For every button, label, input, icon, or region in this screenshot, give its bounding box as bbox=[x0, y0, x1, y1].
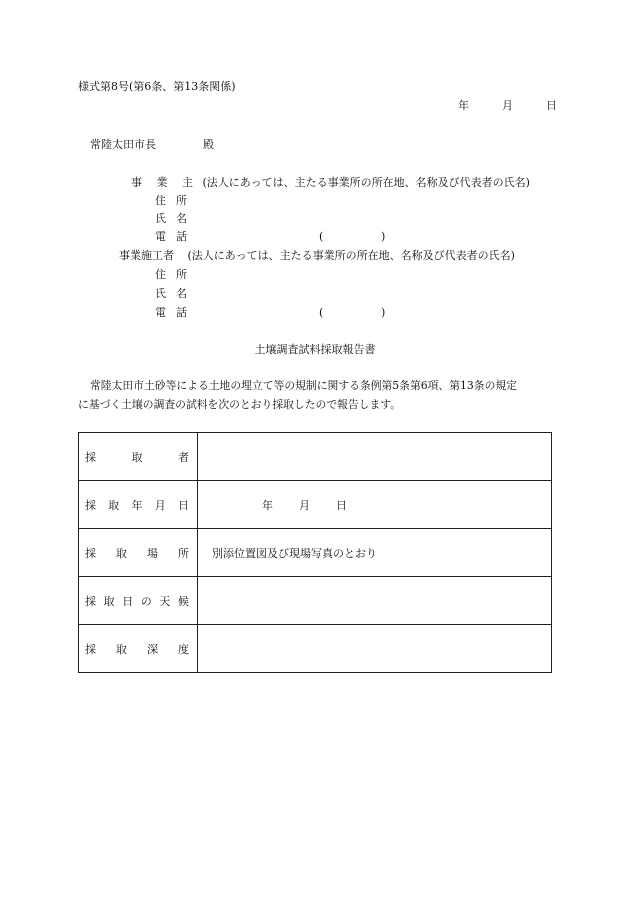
row-label-sampler: 採取者 bbox=[85, 450, 189, 464]
table-row bbox=[79, 529, 552, 577]
row-value-sampling-date[interactable] bbox=[198, 481, 552, 529]
table-row bbox=[79, 577, 552, 625]
contractor-address-label: 住所 bbox=[155, 268, 187, 281]
sampling-record-table bbox=[78, 432, 552, 673]
addressee-honorific: 殿 bbox=[203, 138, 214, 151]
contractor-label: 事業施工者 bbox=[119, 249, 174, 262]
contractor-name bbox=[155, 287, 187, 301]
contractor-phone-open-paren: ( bbox=[319, 306, 324, 319]
business-owner-label: 事業主 bbox=[131, 176, 193, 189]
document-title: 土壌調査試料採取報告書 bbox=[254, 343, 376, 356]
contractor-heading bbox=[119, 249, 515, 263]
contractor-phone bbox=[155, 306, 187, 320]
table-row bbox=[79, 433, 552, 481]
addressee-name: 常陸太田市長 bbox=[90, 138, 156, 151]
table-row bbox=[79, 625, 552, 673]
contractor-name-label: 氏名 bbox=[155, 287, 187, 300]
row-value-sampling-depth[interactable] bbox=[198, 625, 552, 673]
contractor-phone-label: 電話 bbox=[155, 306, 187, 319]
row-label-weather: 採取日の天候 bbox=[85, 594, 189, 608]
business-owner-heading bbox=[131, 176, 530, 190]
row-value-weather[interactable] bbox=[198, 577, 552, 625]
row-label-sampling-date: 採取年月日 bbox=[85, 498, 189, 512]
body-line-2: に基づく土壌の調査の試料を次のとおり採取したので報告します。 bbox=[78, 398, 402, 411]
business-owner-phone-close-paren: ) bbox=[381, 230, 386, 243]
sampling-date-year-label: 年 bbox=[262, 498, 273, 512]
row-value-sampler[interactable] bbox=[198, 433, 552, 481]
business-owner-phone-open-paren: ( bbox=[319, 230, 324, 243]
contractor-phone-close-paren: ) bbox=[381, 306, 386, 319]
business-owner-name bbox=[155, 212, 187, 226]
business-owner-address-label: 住所 bbox=[155, 194, 187, 207]
form-number: 様式第8号(第6条、第13条関係) bbox=[78, 80, 236, 93]
sampling-date-day-label: 日 bbox=[336, 498, 347, 512]
business-owner-name-label: 氏名 bbox=[155, 212, 187, 225]
business-owner-address bbox=[155, 194, 187, 208]
body-line-1: 常陸太田市土砂等による土地の埋立て等の規制に関する条例第5条第6項、第13条の規定 bbox=[90, 379, 517, 392]
submission-date bbox=[458, 99, 557, 113]
table-row bbox=[79, 481, 552, 529]
date-year-label: 年 bbox=[458, 99, 469, 112]
row-label-sampling-location: 採取場所 bbox=[85, 546, 189, 560]
contractor-address bbox=[155, 268, 187, 282]
row-value-sampling-location[interactable]: 別添位置図及び現場写真のとおり bbox=[198, 529, 552, 577]
business-owner-note: (法人にあっては、主たる事業所の所在地、名称及び代表者の氏名) bbox=[202, 176, 530, 189]
contractor-note: (法人にあっては、主たる事業所の所在地、名称及び代表者の氏名) bbox=[187, 249, 515, 262]
business-owner-phone bbox=[155, 230, 187, 244]
date-month-label: 月 bbox=[502, 99, 513, 112]
addressee bbox=[90, 138, 214, 152]
row-label-sampling-depth: 採取深度 bbox=[85, 642, 189, 656]
date-day-label: 日 bbox=[546, 99, 557, 112]
business-owner-phone-label: 電話 bbox=[155, 230, 187, 243]
sampling-date-month-label: 月 bbox=[299, 498, 310, 512]
